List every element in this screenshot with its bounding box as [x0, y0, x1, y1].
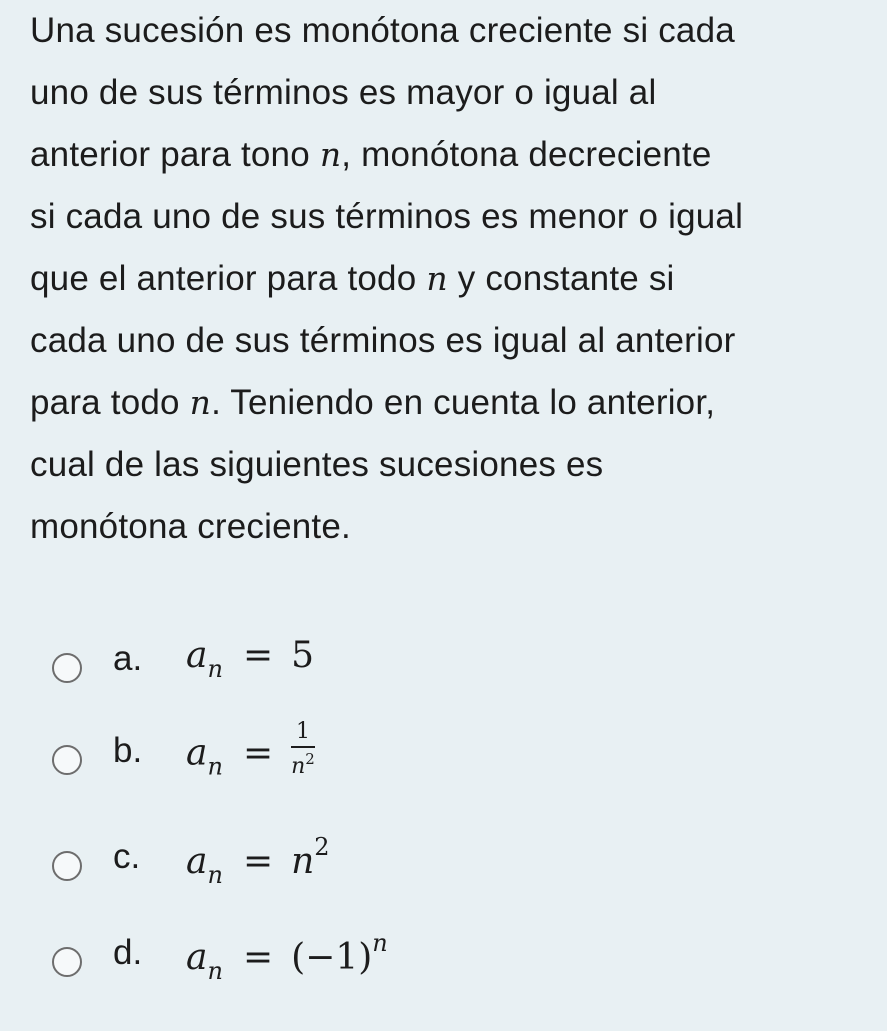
- option-formula: [186, 833, 330, 889]
- math-variable: n: [426, 259, 448, 298]
- formula-rhs: 5: [291, 635, 315, 676]
- formula-variable: a: [186, 937, 208, 978]
- formula-variable: a: [186, 732, 208, 774]
- fraction-numerator: 1: [291, 721, 315, 748]
- option-letter: d.: [113, 933, 143, 972]
- formula-subscript: n: [207, 957, 223, 985]
- formula-rhs: n: [291, 841, 315, 882]
- formula-fraction: [291, 721, 315, 778]
- radio-button-c[interactable]: [52, 851, 82, 881]
- question-text: [30, 0, 870, 558]
- formula-subscript: n: [207, 655, 223, 683]
- denominator-exponent: 2: [305, 750, 315, 768]
- formula-exponent: 2: [314, 833, 330, 861]
- radio-button-b[interactable]: [52, 745, 82, 775]
- formula-equals: =: [242, 937, 274, 978]
- formula-equals: =: [242, 732, 274, 774]
- question-text-fragment: que el anterior para todo: [30, 259, 427, 298]
- option-d[interactable]: [0, 919, 887, 999]
- formula-subscript: n: [207, 861, 223, 889]
- question-text-fragment: y constante si: [447, 259, 675, 298]
- radio-button-d[interactable]: [52, 947, 82, 977]
- question-line: [30, 248, 870, 310]
- formula-exponent: n: [372, 929, 388, 957]
- denominator-base: n: [291, 754, 306, 779]
- option-formula: [186, 929, 388, 985]
- option-letter: a.: [113, 639, 143, 678]
- formula-subscript: n: [207, 752, 223, 781]
- fraction-denominator: [291, 748, 315, 778]
- option-letter: b.: [113, 731, 143, 770]
- radio-button-a[interactable]: [52, 653, 82, 683]
- formula-variable: a: [186, 635, 208, 676]
- question-line: Una sucesión es monótona creciente si cada: [30, 11, 735, 50]
- option-a[interactable]: [0, 625, 887, 705]
- option-b[interactable]: [0, 719, 887, 803]
- question-line: monótona creciente.: [30, 507, 351, 546]
- math-variable: n: [189, 383, 212, 422]
- option-c[interactable]: [0, 823, 887, 903]
- question-line: [30, 124, 870, 186]
- formula-equals: =: [242, 635, 274, 676]
- option-letter: c.: [113, 837, 141, 876]
- option-formula: [186, 635, 314, 683]
- question-line: si cada uno de sus términos es menor o igual: [30, 197, 744, 236]
- math-variable: n: [319, 135, 342, 174]
- question-line: cual de las siguientes sucesiones es: [30, 445, 604, 484]
- question-line: [30, 372, 870, 434]
- formula-rhs: (−1): [291, 937, 373, 978]
- question-line: cada uno de sus términos es igual al anterior: [30, 321, 736, 360]
- formula-equals: =: [242, 841, 274, 882]
- question-text-fragment: . Teniendo en cuenta lo anterior,: [211, 383, 716, 422]
- option-formula: [186, 719, 315, 784]
- question-text-fragment: , monótona decreciente: [341, 135, 712, 174]
- formula-variable: a: [186, 841, 208, 882]
- question-line: uno de sus términos es mayor o igual al: [30, 73, 657, 112]
- question-text-fragment: para todo: [30, 383, 190, 422]
- question-text-fragment: anterior para tono: [30, 135, 320, 174]
